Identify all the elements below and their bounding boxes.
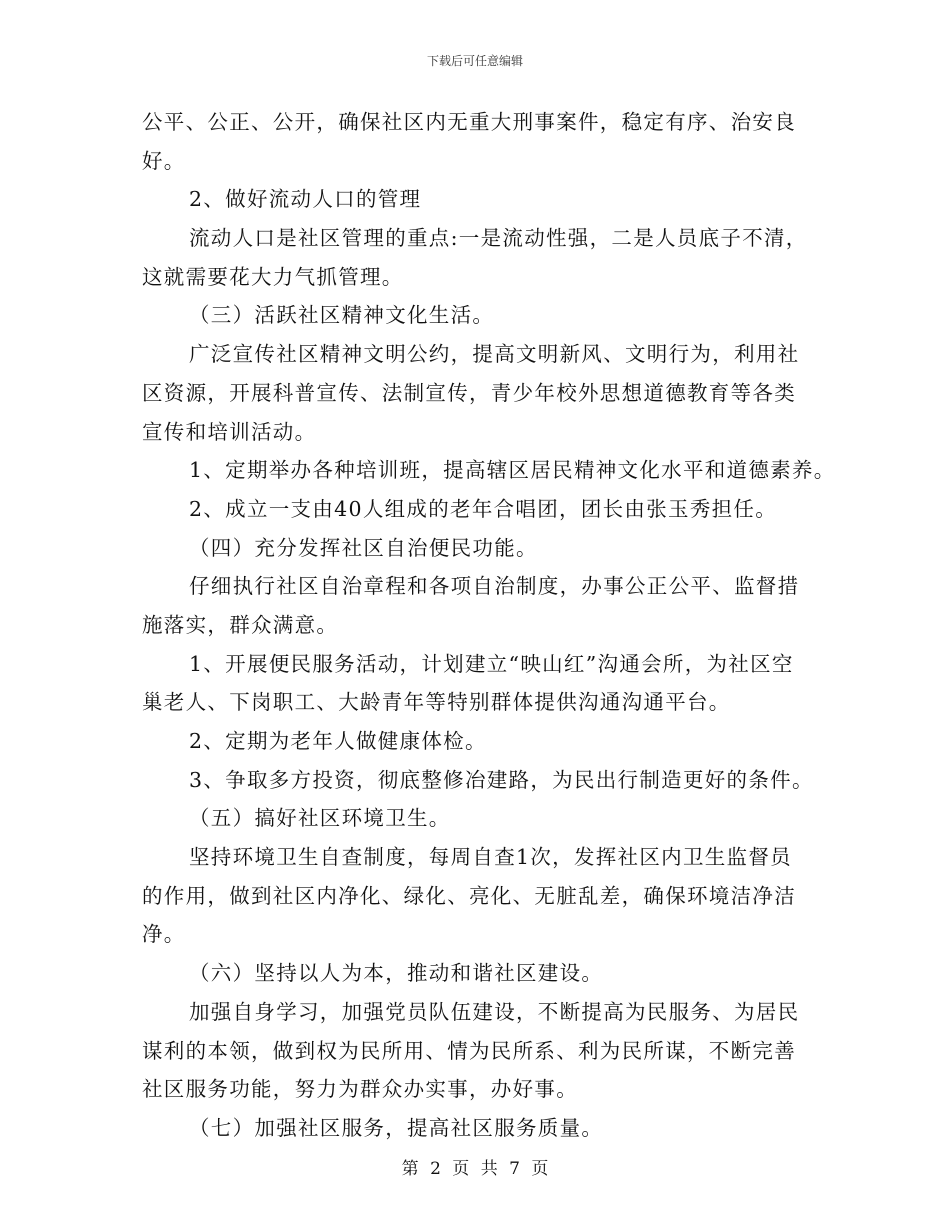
page-number: 第 2 页 共 7 页 bbox=[401, 1159, 549, 1179]
text-line: 1、开展便民服务活动，计划建立“映山红”沟通会所，为社区空 bbox=[189, 651, 794, 676]
text-line: （三）活跃社区精神文化生活。 bbox=[189, 303, 495, 328]
text-line: 社区服务功能，努力为群众办实事，办好事。 bbox=[142, 1077, 578, 1102]
text-line: （六）坚持以人为本，推动和谐社区建设。 bbox=[189, 961, 604, 986]
text-line: 宣传和培训活动。 bbox=[142, 419, 317, 444]
text-line: 巢老人、下岗职工、大龄青年等特别群体提供沟通沟通平台。 bbox=[142, 690, 731, 715]
page-header: 下载后可任意编辑 bbox=[426, 54, 523, 68]
text-line: 1、定期举办各种培训班，提高辖区居民精神文化水平和道德素养。 bbox=[189, 458, 836, 483]
text-line: 施落实，群众满意。 bbox=[142, 612, 339, 637]
text-line: （五）搞好社区环境卫生。 bbox=[189, 806, 451, 831]
text-line: 仔细执行社区自治章程和各项自治制度，办事公正公平、监督措 bbox=[189, 574, 800, 599]
text-line: 2、成立一支由40人组成的老年合唱团，团长由张玉秀担任。 bbox=[189, 496, 778, 521]
text-line: 净。 bbox=[142, 922, 186, 947]
text-line: 广泛宣传社区精神文明公约，提高文明新风、文明行为，利用社 bbox=[189, 342, 800, 367]
text-line: 坚持环境卫生自查制度，每周自查1次，发挥社区内卫生监督员 bbox=[189, 845, 792, 870]
text-line: （四）充分发挥社区自治便民功能。 bbox=[189, 535, 538, 560]
text-line: 3、争取多方投资，彻底整修冶建路，为民出行制造更好的条件。 bbox=[189, 767, 814, 792]
text-line: 流动人口是社区管理的重点:一是流动性强，二是人员底子不清， bbox=[189, 226, 808, 251]
text-line: 加强自身学习，加强党员队伍建设，不断提高为民服务、为居民 bbox=[189, 999, 800, 1024]
text-line: 2、做好流动人口的管理 bbox=[189, 187, 422, 212]
text-line: 区资源，开展科普宣传、法制宣传，青少年校外思想道德教育等各类 bbox=[142, 380, 796, 405]
text-line: 公平、公正、公开，确保社区内无重大刑事案件，稳定有序、治安良 bbox=[142, 110, 796, 134]
document-body bbox=[142, 103, 836, 1148]
text-line: 的作用，做到社区内净化、绿化、亮化、无脏乱差，确保环境洁净洁 bbox=[142, 883, 796, 908]
text-line: 这就需要花大力气抓管理。 bbox=[142, 264, 404, 289]
text-line: 2、定期为老年人做健康体检。 bbox=[189, 729, 487, 753]
text-line: 谋利的本领，做到权为民所用、情为民所系、利为民所谋，不断完善 bbox=[142, 1038, 796, 1063]
text-line: （七）加强社区服务，提高社区服务质量。 bbox=[189, 1115, 604, 1140]
text-line: 好。 bbox=[142, 148, 186, 173]
